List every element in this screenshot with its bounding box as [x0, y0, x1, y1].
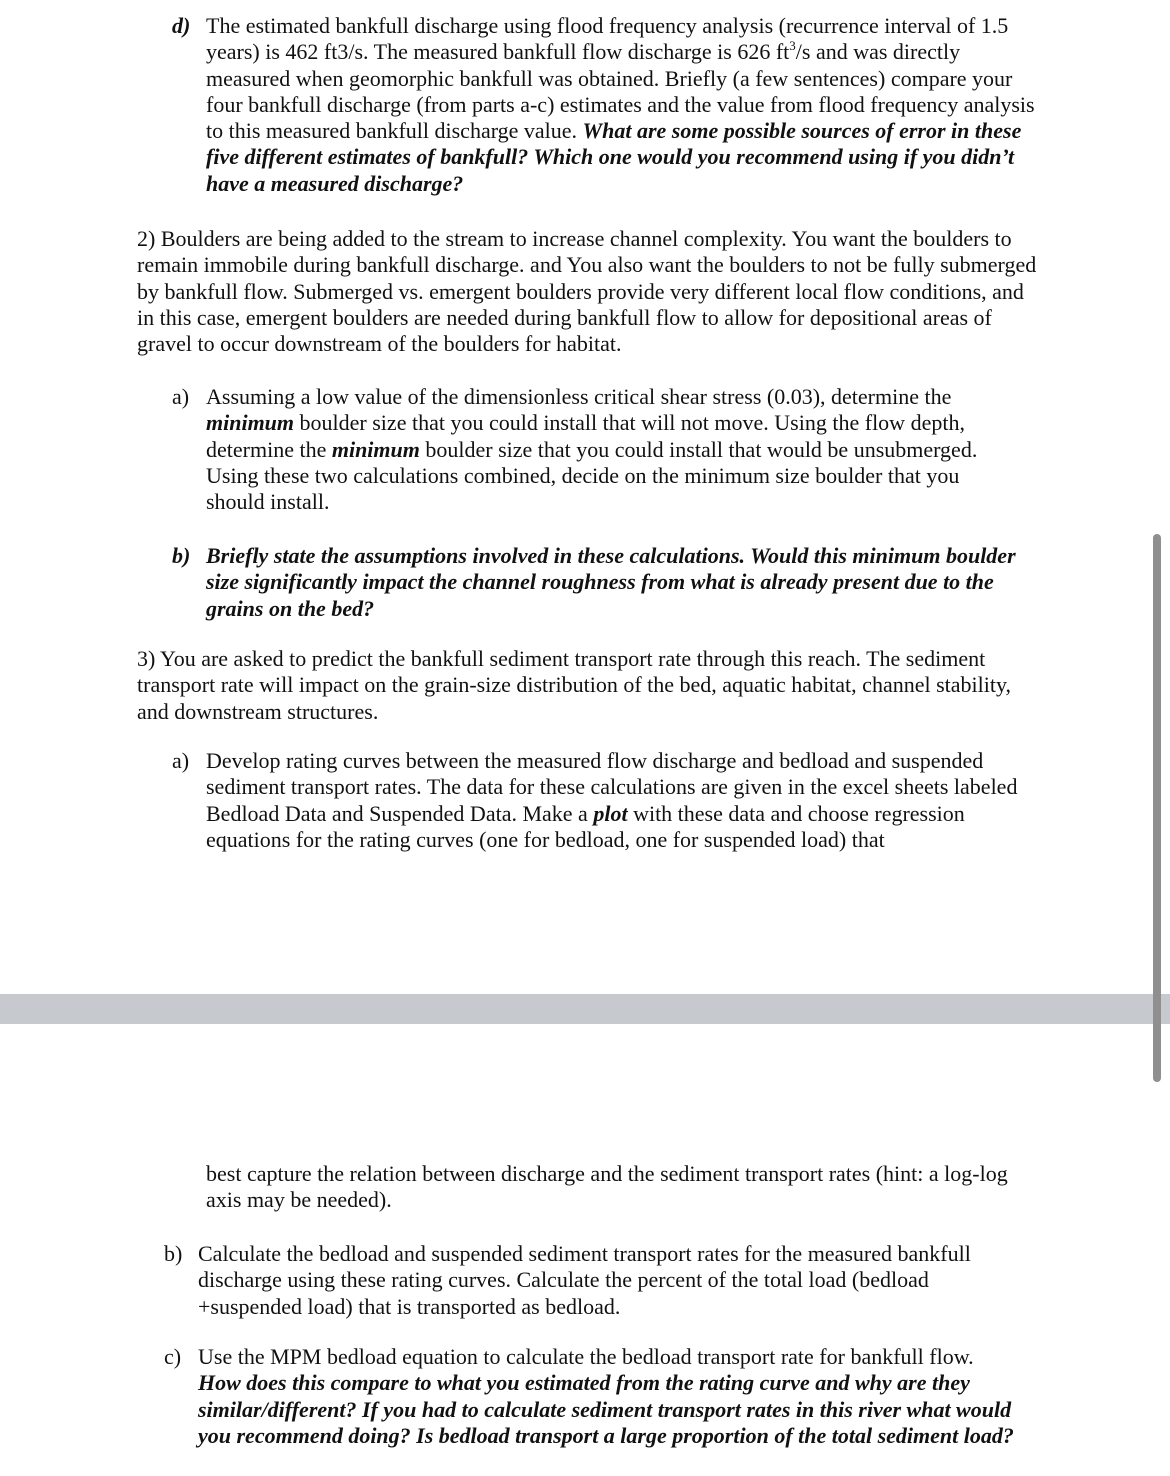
question-2b: [172, 543, 1021, 622]
question-3c: [164, 1344, 1018, 1449]
question-3c-label: c): [164, 1344, 182, 1369]
question-2a-text: Assuming a low value of the dimensionless critical shear stress (0.03), determine the minimum boulder size that you could install that will not move. Using the flow depth, determine the minimum boulder size that you could install that would be unsubmerged. Using these two calculations combined, decide on the minimum size boulder that you should install.: [206, 384, 978, 515]
question-2b-text: Briefly state the assumptions involved in these calculations. Would this minimum boulder size significantly impact the channel roughness from what is already present due to the grains on the bed?: [206, 543, 1016, 621]
question-1d: [172, 13, 1036, 197]
question-2b-label: b): [172, 543, 191, 568]
scrollbar-thumb[interactable]: [1153, 534, 1161, 1082]
question-3a-continuation: best capture the relation between discharge and the sediment transport rates (hint: a log-log axis may be needed).: [206, 1161, 1008, 1213]
question-3c-text: Use the MPM bedload equation to calculate the bedload transport rate for bankfull flow. How does this compare to what you estimated from the rating curve and why are they similar/different? If you had to calculate sediment transport rates in this river what would you recommend doing? Is bedload transport a large proportion of the total sediment load?: [198, 1344, 1014, 1448]
question-3a-text: Develop rating curves between the measured flow discharge and bedload and suspended sediment transport rates. The data for these calculations are given in the excel sheets labeled Bedload Data and Suspended Data. Make a plot with these data and choose regression equations for the rating curves (one for bedload, one for suspended load) that: [206, 748, 1018, 852]
page-divider: [0, 994, 1170, 1024]
question-3b-label: b): [164, 1241, 183, 1266]
question-3-intro: 3) You are asked to predict the bankfull sediment transport rate through this reach. The sediment transport rate will impact on the grain-size distribution of the bed, aquatic habitat, channel stability, and downstream structures.: [137, 646, 1012, 724]
question-1d-label: d): [172, 13, 191, 38]
question-1d-emphasis: What are some possible sources of error in these five different estimates of bankfull? Which one would you recommend using if you didn’t have a measured discharge?: [206, 118, 1022, 196]
question-3b: [164, 1241, 1013, 1320]
question-2-intro: 2) Boulders are being added to the stream to increase channel complexity. You want the boulders to remain immobile during bankfull discharge. and You also want the boulders to not be fully submerged by bankfull flow. Submerged vs. emergent boulders provide very different local flow conditions, and in this case, emergent boulders are needed during bankfull flow to allow for depositional areas of gravel to occur downstream of the boulders for habitat.: [137, 226, 1037, 357]
question-3a: [172, 748, 1026, 853]
question-2a: [172, 384, 1021, 515]
question-3a-label: a): [172, 748, 190, 773]
question-1d-text: The estimated bankfull discharge using flood frequency analysis (recurrence interval of 1.5 years) is 462 ft3/s. The measured bankfull flow discharge is 626 $ft^3/s$ and was directly measured when geomorphic bankfull was obtained. Briefly (a few sentences) compare your four bankfull discharge (from parts a-c) estimates and the value from flood frequency analysis to this measured bankfull discharge value. What are some possible sources of error in these five different estimates of bankfull? Which one would you recommend using if you didn’t have a measured discharge?: [206, 13, 1035, 196]
question-3b-text: Calculate the bedload and suspended sediment transport rates for the measured bankfull discharge using these rating curves. Calculate the percent of the total load (bedload +suspended load) that is transported as bedload.: [198, 1241, 971, 1319]
question-3c-emphasis: How does this compare to what you estimated from the rating curve and why are they similar/different? If you had to calculate sediment transport rates in this river what would you recommend doing? Is bedload transport a large proportion of the total sediment load?: [198, 1370, 1014, 1448]
question-2a-label: a): [172, 384, 190, 409]
